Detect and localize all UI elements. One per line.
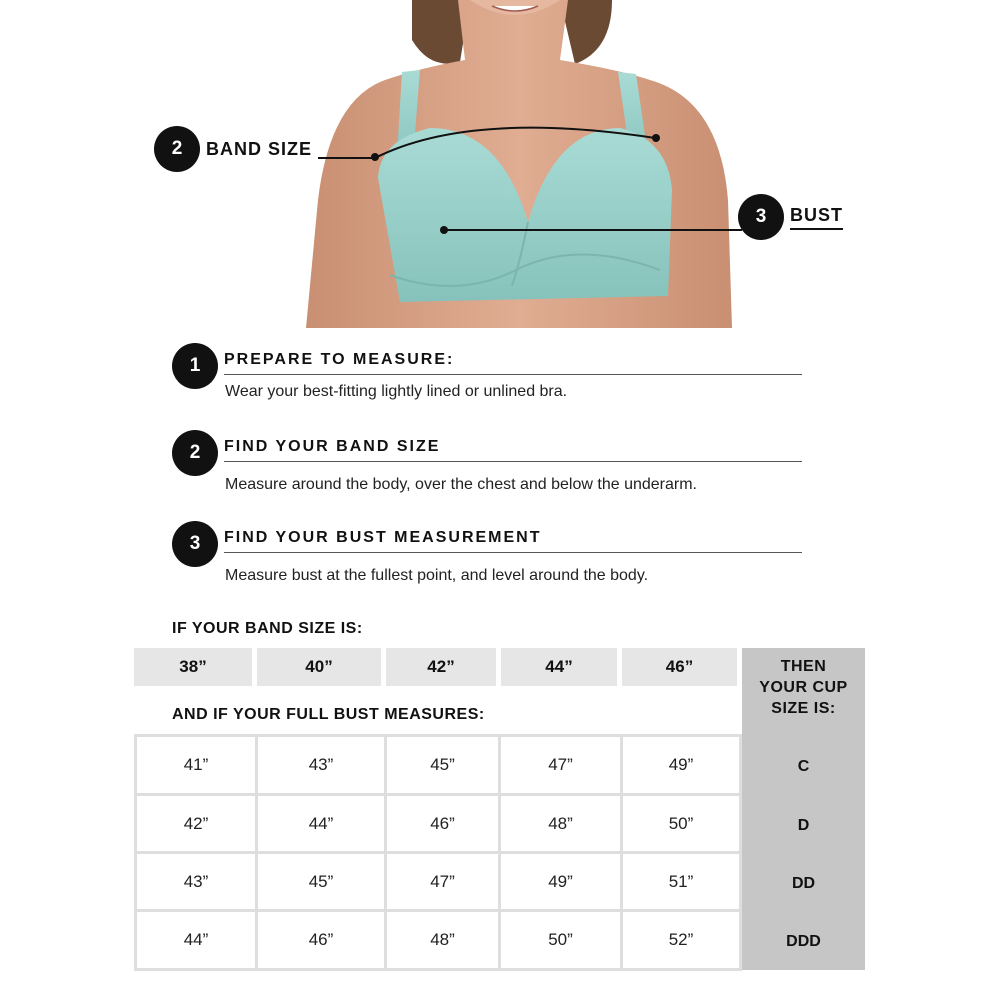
bust-measure-cell: 48” [498, 793, 623, 855]
band-size-cell: 44” [501, 648, 617, 686]
bust-measure-cell: 50” [620, 793, 742, 855]
bust-measure-cell: 48” [384, 909, 501, 971]
bust-measure-cell: 43” [134, 851, 258, 913]
bust-measure-cell: 46” [384, 793, 501, 855]
step-number-badge: 3 [738, 194, 784, 240]
step-description: Measure bust at the fullest point, and level around the body. [225, 567, 649, 584]
cup-size-value: D [797, 817, 810, 834]
step-description: Wear your best-fitting lightly lined or unlined bra. [225, 383, 568, 400]
band-size-row [134, 648, 737, 686]
bust-measure-cell: 49” [498, 851, 623, 913]
step-number-badge: 2 [172, 430, 218, 476]
step-description: Measure around the body, over the chest and below the underarm. [225, 476, 697, 493]
bust-measure-cell: 43” [255, 734, 387, 796]
step-title: PREPARE TO MEASURE: [224, 351, 802, 375]
bust-measure-cell: 41” [134, 734, 258, 796]
bust-measure-cell: 47” [498, 734, 623, 796]
cup-size-column [742, 648, 865, 970]
model-photo [0, 0, 1000, 330]
model-illustration [0, 0, 1000, 330]
bust-measure-cell: 42” [134, 793, 258, 855]
bust-measure-cell: 46” [255, 909, 387, 971]
bust-label: BUST [790, 205, 843, 230]
step-number-badge: 1 [172, 343, 218, 389]
band-size-cell: 40” [257, 648, 381, 686]
band-size-cell: 38” [134, 648, 252, 686]
bust-callout [738, 194, 843, 240]
full-bust-heading: AND IF YOUR FULL BUST MEASURES: [172, 706, 485, 723]
bust-measure-cell: 51” [620, 851, 742, 913]
band-size-callout [154, 126, 312, 172]
bust-measurement-grid [134, 734, 742, 970]
cup-heading-line: SIZE IS: [771, 700, 836, 717]
bust-measure-cell: 44” [255, 793, 387, 855]
cup-size-value: DDD [786, 933, 821, 950]
cup-heading-line: YOUR CUP [759, 679, 848, 696]
band-size-cell: 46” [622, 648, 737, 686]
bust-measure-cell: 45” [384, 734, 501, 796]
bust-measure-cell: 44” [134, 909, 258, 971]
band-size-heading: IF YOUR BAND SIZE IS: [172, 620, 363, 637]
bust-measure-cell: 52” [620, 909, 742, 971]
bust-measure-cell: 47” [384, 851, 501, 913]
cup-heading-line: THEN [780, 658, 827, 675]
band-size-label: BAND SIZE [206, 138, 313, 159]
bust-measure-cell: 45” [255, 851, 387, 913]
cup-size-value: DD [791, 875, 816, 892]
step-number-badge: 2 [154, 126, 200, 172]
step-number-badge: 3 [172, 521, 218, 567]
step-title: FIND YOUR BUST MEASUREMENT [224, 529, 802, 553]
bust-measure-cell: 49” [620, 734, 742, 796]
band-size-cell: 42” [386, 648, 496, 686]
cup-size-value: C [797, 758, 810, 775]
cup-size-heading [742, 656, 865, 719]
bust-measure-cell: 50” [498, 909, 623, 971]
step-title: FIND YOUR BAND SIZE [224, 438, 802, 462]
